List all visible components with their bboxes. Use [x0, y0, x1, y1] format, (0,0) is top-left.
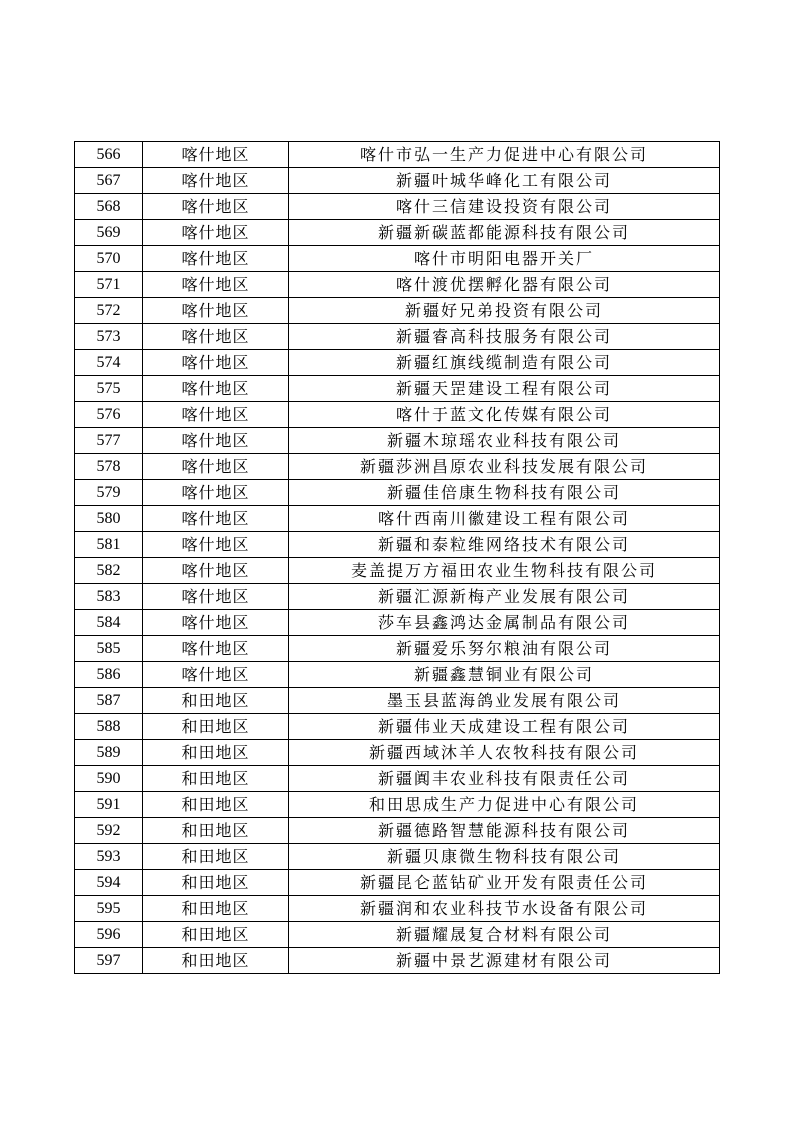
company-name-cell: 新疆红旗线缆制造有限公司: [289, 350, 720, 376]
region-cell: 和田地区: [143, 844, 289, 870]
table-row: [75, 584, 720, 610]
table-row: [75, 272, 720, 298]
region-cell: 喀什地区: [143, 428, 289, 454]
table-row: [75, 168, 720, 194]
row-number-cell: 583: [75, 584, 143, 610]
row-number-cell: 592: [75, 818, 143, 844]
table-row: [75, 662, 720, 688]
row-number-cell: 581: [75, 532, 143, 558]
table-row: [75, 714, 720, 740]
row-number-cell: 586: [75, 662, 143, 688]
company-name-cell: 新疆天罡建设工程有限公司: [289, 376, 720, 402]
region-cell: 和田地区: [143, 870, 289, 896]
region-cell: 和田地区: [143, 714, 289, 740]
row-number-cell: 579: [75, 480, 143, 506]
table-row: [75, 480, 720, 506]
company-name-cell: 新疆睿高科技服务有限公司: [289, 324, 720, 350]
table-row: [75, 194, 720, 220]
row-number-cell: 566: [75, 142, 143, 168]
company-name-cell: 新疆耀晟复合材料有限公司: [289, 922, 720, 948]
company-name-cell: 新疆阗丰农业科技有限责任公司: [289, 766, 720, 792]
row-number-cell: 568: [75, 194, 143, 220]
row-number-cell: 588: [75, 714, 143, 740]
row-number-cell: 589: [75, 740, 143, 766]
company-name-cell: 新疆新碳蓝都能源科技有限公司: [289, 220, 720, 246]
region-cell: 和田地区: [143, 948, 289, 974]
table-row: [75, 896, 720, 922]
table-row: [75, 532, 720, 558]
row-number-cell: 567: [75, 168, 143, 194]
company-name-cell: 新疆贝康微生物科技有限公司: [289, 844, 720, 870]
company-list-table: [74, 141, 720, 974]
region-cell: 喀什地区: [143, 584, 289, 610]
region-cell: 喀什地区: [143, 402, 289, 428]
company-name-cell: 新疆昆仑蓝钻矿业开发有限责任公司: [289, 870, 720, 896]
row-number-cell: 578: [75, 454, 143, 480]
company-name-cell: 麦盖提万方福田农业生物科技有限公司: [289, 558, 720, 584]
region-cell: 喀什地区: [143, 246, 289, 272]
company-name-cell: 喀什三信建设投资有限公司: [289, 194, 720, 220]
company-name-cell: 新疆佳倍康生物科技有限公司: [289, 480, 720, 506]
region-cell: 喀什地区: [143, 194, 289, 220]
row-number-cell: 582: [75, 558, 143, 584]
table-row: [75, 740, 720, 766]
company-name-cell: 新疆伟业天成建设工程有限公司: [289, 714, 720, 740]
company-name-cell: 新疆叶城华峰化工有限公司: [289, 168, 720, 194]
row-number-cell: 575: [75, 376, 143, 402]
company-name-cell: 新疆润和农业科技节水设备有限公司: [289, 896, 720, 922]
row-number-cell: 596: [75, 922, 143, 948]
region-cell: 喀什地区: [143, 272, 289, 298]
table-row: [75, 402, 720, 428]
row-number-cell: 572: [75, 298, 143, 324]
company-name-cell: 喀什于蓝文化传媒有限公司: [289, 402, 720, 428]
region-cell: 和田地区: [143, 896, 289, 922]
row-number-cell: 594: [75, 870, 143, 896]
region-cell: 喀什地区: [143, 636, 289, 662]
table-row: [75, 792, 720, 818]
row-number-cell: 597: [75, 948, 143, 974]
table-row: [75, 454, 720, 480]
row-number-cell: 595: [75, 896, 143, 922]
region-cell: 喀什地区: [143, 558, 289, 584]
row-number-cell: 569: [75, 220, 143, 246]
company-name-cell: 新疆莎洲昌原农业科技发展有限公司: [289, 454, 720, 480]
company-name-cell: 墨玉县蓝海鸽业发展有限公司: [289, 688, 720, 714]
row-number-cell: 571: [75, 272, 143, 298]
region-cell: 和田地区: [143, 688, 289, 714]
company-name-cell: 莎车县鑫鸿达金属制品有限公司: [289, 610, 720, 636]
row-number-cell: 574: [75, 350, 143, 376]
row-number-cell: 593: [75, 844, 143, 870]
region-cell: 和田地区: [143, 818, 289, 844]
company-name-cell: 喀什市弘一生产力促进中心有限公司: [289, 142, 720, 168]
company-name-cell: 新疆爱乐努尔粮油有限公司: [289, 636, 720, 662]
table-row: [75, 636, 720, 662]
row-number-cell: 580: [75, 506, 143, 532]
company-name-cell: 新疆汇源新梅产业发展有限公司: [289, 584, 720, 610]
row-number-cell: 577: [75, 428, 143, 454]
table-row: [75, 506, 720, 532]
row-number-cell: 587: [75, 688, 143, 714]
region-cell: 喀什地区: [143, 220, 289, 246]
company-name-cell: 新疆鑫慧铜业有限公司: [289, 662, 720, 688]
table-row: [75, 844, 720, 870]
company-name-cell: 新疆德路智慧能源科技有限公司: [289, 818, 720, 844]
row-number-cell: 590: [75, 766, 143, 792]
table-row: [75, 142, 720, 168]
row-number-cell: 585: [75, 636, 143, 662]
region-cell: 和田地区: [143, 766, 289, 792]
region-cell: 喀什地区: [143, 480, 289, 506]
company-name-cell: 新疆好兄弟投资有限公司: [289, 298, 720, 324]
region-cell: 喀什地区: [143, 376, 289, 402]
table-row: [75, 922, 720, 948]
region-cell: 喀什地区: [143, 662, 289, 688]
table-row: [75, 350, 720, 376]
company-name-cell: 新疆木琼瑶农业科技有限公司: [289, 428, 720, 454]
company-name-cell: 喀什西南川徽建设工程有限公司: [289, 506, 720, 532]
row-number-cell: 591: [75, 792, 143, 818]
region-cell: 和田地区: [143, 792, 289, 818]
region-cell: 和田地区: [143, 740, 289, 766]
region-cell: 喀什地区: [143, 506, 289, 532]
company-name-cell: 喀什市明阳电器开关厂: [289, 246, 720, 272]
table-row: [75, 818, 720, 844]
company-name-cell: 新疆中景艺源建材有限公司: [289, 948, 720, 974]
row-number-cell: 573: [75, 324, 143, 350]
region-cell: 喀什地区: [143, 324, 289, 350]
row-number-cell: 576: [75, 402, 143, 428]
table-row: [75, 870, 720, 896]
table-row: [75, 220, 720, 246]
table-row: [75, 766, 720, 792]
region-cell: 喀什地区: [143, 454, 289, 480]
region-cell: 喀什地区: [143, 142, 289, 168]
table-row: [75, 688, 720, 714]
row-number-cell: 584: [75, 610, 143, 636]
table-body: [75, 142, 720, 974]
table-row: [75, 948, 720, 974]
table-row: [75, 246, 720, 272]
table-row: [75, 558, 720, 584]
region-cell: 喀什地区: [143, 532, 289, 558]
region-cell: 喀什地区: [143, 168, 289, 194]
region-cell: 喀什地区: [143, 298, 289, 324]
table-row: [75, 610, 720, 636]
table-row: [75, 376, 720, 402]
company-name-cell: 新疆和泰粒维网络技术有限公司: [289, 532, 720, 558]
table-row: [75, 428, 720, 454]
company-name-cell: 新疆西域沐羊人农牧科技有限公司: [289, 740, 720, 766]
row-number-cell: 570: [75, 246, 143, 272]
region-cell: 喀什地区: [143, 610, 289, 636]
region-cell: 喀什地区: [143, 350, 289, 376]
table-row: [75, 324, 720, 350]
region-cell: 和田地区: [143, 922, 289, 948]
company-name-cell: 喀什渡优摆孵化器有限公司: [289, 272, 720, 298]
company-name-cell: 和田思成生产力促进中心有限公司: [289, 792, 720, 818]
table-row: [75, 298, 720, 324]
